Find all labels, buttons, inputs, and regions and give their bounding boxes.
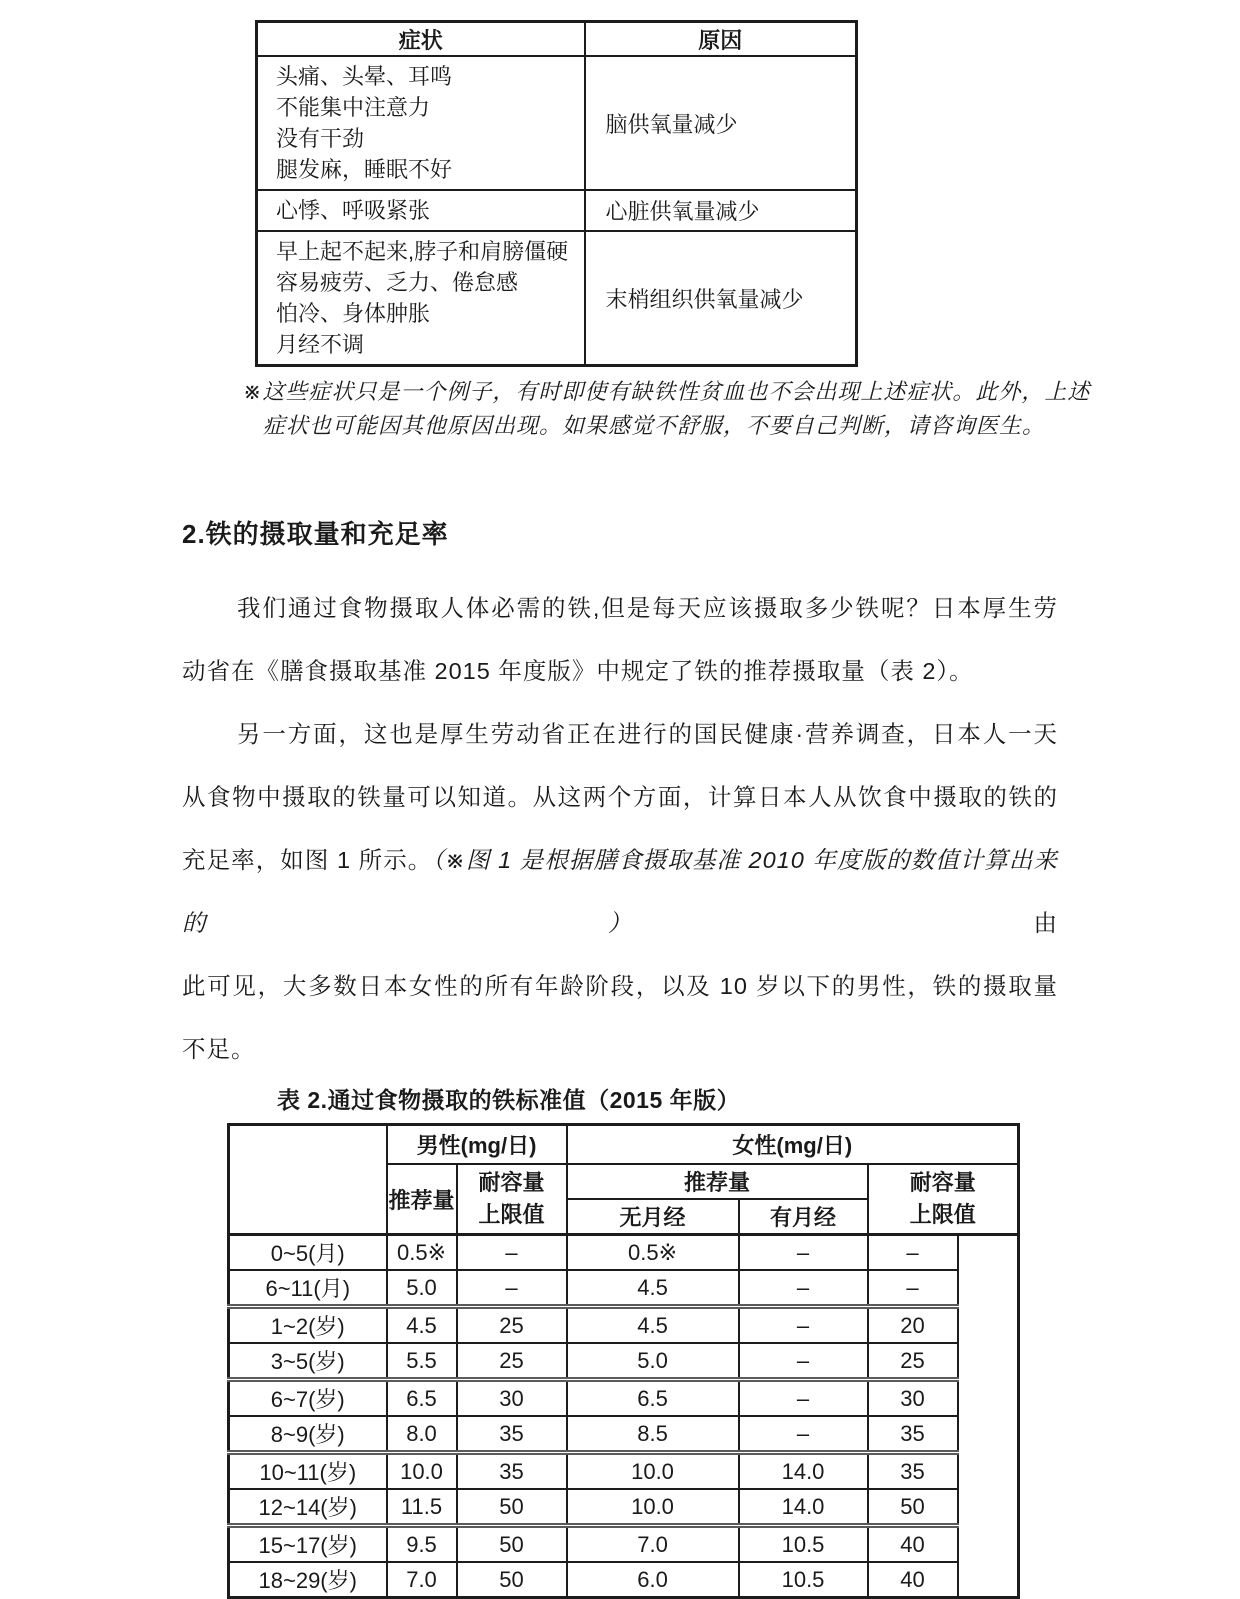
- age-cell: 8~9(岁): [229, 1416, 387, 1453]
- paragraph-line: [182, 766, 1058, 829]
- value-cell: 5.5: [387, 1343, 457, 1380]
- symptom-line: 不能集中注意力: [276, 95, 431, 120]
- male-tolerable-upper-limit-header: [457, 1164, 567, 1235]
- footnote-line: ※这些症状只是一个例子，有时即使有缺铁性贫血也不会出现上述症状。此外，上述: [243, 379, 1091, 404]
- value-cell: –: [739, 1416, 868, 1453]
- symptoms-cell: [257, 56, 585, 190]
- value-cell: 4.5: [567, 1270, 739, 1307]
- text-segment: 动省在《膳食摄取基准 2015 年度版》中规定了铁的推荐摄取量（表 2）。: [182, 658, 974, 684]
- female-recommended-header: 推荐量: [567, 1164, 868, 1199]
- value-cell: 5.0: [567, 1343, 739, 1380]
- value-cell: 25: [457, 1343, 567, 1380]
- intake-row: [229, 1526, 1019, 1563]
- symptom-line: 没有干劲: [276, 126, 365, 151]
- male-recommended-header: 推荐量: [387, 1164, 457, 1235]
- value-cell: 14.0: [739, 1453, 868, 1490]
- intake-row: [229, 1270, 1019, 1307]
- italic-text-segment: （※图 1 是根据膳食摄取基准 2010 年度版的数值计算出来的）: [182, 847, 1058, 936]
- document-page: [0, 20, 1240, 1593]
- value-cell: 6.5: [387, 1380, 457, 1417]
- female-tolerable-upper-limit-header: [868, 1164, 1019, 1235]
- intake-row: [229, 1307, 1019, 1344]
- female-column-header: 女性(mg/日): [567, 1125, 1019, 1165]
- value-cell: –: [868, 1235, 958, 1271]
- symptom-line: 腿发麻，睡眠不好: [276, 157, 453, 182]
- paragraph-line: [182, 703, 1058, 766]
- intake-row: [229, 1380, 1019, 1417]
- value-cell: –: [868, 1270, 958, 1307]
- paragraph-line: [182, 955, 1058, 1018]
- symptoms-cell: [257, 190, 585, 231]
- text-segment: 此可见，大多数日本女性的所有年龄阶段，以及 10 岁以下的男性，铁的摄取量: [182, 973, 1058, 999]
- value-cell: 7.0: [567, 1526, 739, 1563]
- age-cell: 6~7(岁): [229, 1380, 387, 1417]
- value-cell: –: [739, 1270, 868, 1307]
- intake-row: [229, 1235, 1019, 1271]
- value-cell: 8.0: [387, 1416, 457, 1453]
- tolerable-line1: 耐容量: [478, 1170, 545, 1195]
- paragraph-line: [182, 829, 1058, 955]
- table2-caption: 表 2.通过食物摄取的铁标准值（2015 年版）: [277, 1087, 741, 1113]
- value-cell: 14.0: [739, 1489, 868, 1526]
- value-cell: 30: [457, 1380, 567, 1417]
- symptom-line: 心悸、呼吸紧张: [276, 198, 431, 223]
- footnote-line: 症状也可能因其他原因出现。如果感觉不舒服，不要自己判断，请咨询医生。: [263, 413, 1046, 438]
- value-cell: 50: [457, 1562, 567, 1598]
- age-cell: 12~14(岁): [229, 1489, 387, 1526]
- corner-empty-cell: [229, 1125, 387, 1235]
- symptoms-cell: [257, 231, 585, 366]
- value-cell: 10.5: [739, 1562, 868, 1598]
- male-column-header: 男性(mg/日): [387, 1125, 567, 1165]
- value-cell: 4.5: [387, 1307, 457, 1344]
- paragraph-line: [182, 1018, 1058, 1081]
- value-cell: 10.0: [567, 1453, 739, 1490]
- value-cell: 10.5: [739, 1526, 868, 1563]
- table1-footnote: [243, 375, 1240, 443]
- symptom-row: [257, 56, 857, 190]
- age-cell: 10~11(岁): [229, 1453, 387, 1490]
- iron-intake-table: [227, 1123, 1020, 1599]
- age-cell: 18~29(岁): [229, 1562, 387, 1598]
- text-segment: 另一方面，这也是厚生劳动省正在进行的国民健康·营养调查，日本人一天: [237, 721, 1058, 747]
- value-cell: 40: [868, 1562, 958, 1598]
- symptom-row: [257, 190, 857, 231]
- value-cell: 30: [868, 1380, 958, 1417]
- value-cell: 50: [457, 1489, 567, 1526]
- value-cell: 10.0: [387, 1453, 457, 1490]
- cause-cell: 末梢组织供氧量减少: [585, 231, 857, 366]
- value-cell: –: [739, 1343, 868, 1380]
- value-cell: 50: [457, 1526, 567, 1563]
- text-segment: 不足。: [182, 1036, 256, 1062]
- table1-header-row: [257, 22, 857, 57]
- value-cell: 10.0: [567, 1489, 739, 1526]
- text-segment: 我们通过食物摄取人体必需的铁,但是每天应该摄取多少铁呢？日本厚生劳: [237, 595, 1058, 621]
- value-cell: 25: [868, 1343, 958, 1380]
- value-cell: –: [457, 1270, 567, 1307]
- section-heading: 2.铁的摄取量和充足率: [182, 519, 449, 549]
- text-segment: 从食物中摄取的铁量可以知道。从这两个方面，计算日本人从饮食中摄取的铁的: [182, 784, 1058, 810]
- cause-cell: 脑供氧量减少: [585, 56, 857, 190]
- value-cell: 7.0: [387, 1562, 457, 1598]
- intake-row: [229, 1453, 1019, 1490]
- empty-column-cell: [958, 1235, 1019, 1598]
- no-menses-header: 无月经: [567, 1199, 739, 1235]
- value-cell: 0.5※: [567, 1235, 739, 1271]
- menses-header: 有月经: [739, 1199, 868, 1235]
- value-cell: 35: [868, 1453, 958, 1490]
- paragraph-line: [182, 577, 1058, 640]
- symptom-line: 早上起不起来,脖子和肩膀僵硬: [276, 239, 569, 264]
- value-cell: 4.5: [567, 1307, 739, 1344]
- cause-column-header: 原因: [585, 22, 857, 57]
- cause-cell: 心脏供氧量减少: [585, 190, 857, 231]
- table2-header-row-1: [229, 1125, 1019, 1165]
- body-paragraphs: [182, 577, 1058, 1081]
- age-cell: 1~2(岁): [229, 1307, 387, 1344]
- text-segment: 充足率，如图 1 所示。: [182, 847, 433, 873]
- symptom-line: 月经不调: [276, 332, 365, 357]
- value-cell: 11.5: [387, 1489, 457, 1526]
- value-cell: –: [457, 1235, 567, 1271]
- value-cell: 6.5: [567, 1380, 739, 1417]
- value-cell: –: [739, 1380, 868, 1417]
- value-cell: 8.5: [567, 1416, 739, 1453]
- intake-row: [229, 1489, 1019, 1526]
- value-cell: 6.0: [567, 1562, 739, 1598]
- symptoms-causes-table: [255, 20, 858, 367]
- value-cell: 35: [457, 1416, 567, 1453]
- tolerable-line2: 上限值: [478, 1202, 545, 1227]
- symptom-line: 头痛、头晕、耳鸣: [276, 64, 453, 89]
- value-cell: 9.5: [387, 1526, 457, 1563]
- value-cell: 20: [868, 1307, 958, 1344]
- age-cell: 6~11(月): [229, 1270, 387, 1307]
- value-cell: 0.5※: [387, 1235, 457, 1271]
- paragraph-line: [182, 640, 1058, 703]
- text-segment: 由: [1033, 910, 1058, 936]
- intake-row: [229, 1562, 1019, 1598]
- intake-row: [229, 1343, 1019, 1380]
- value-cell: 35: [868, 1416, 958, 1453]
- value-cell: 35: [457, 1453, 567, 1490]
- tolerable-line2: 上限值: [909, 1202, 976, 1227]
- value-cell: 50: [868, 1489, 958, 1526]
- symptom-line: 怕冷、身体肿胀: [276, 301, 431, 326]
- symptom-row: [257, 231, 857, 366]
- intake-row: [229, 1416, 1019, 1453]
- age-cell: 3~5(岁): [229, 1343, 387, 1380]
- age-cell: 15~17(岁): [229, 1526, 387, 1563]
- value-cell: 40: [868, 1526, 958, 1563]
- value-cell: 25: [457, 1307, 567, 1344]
- tolerable-line1: 耐容量: [909, 1170, 976, 1195]
- symptom-line: 容易疲劳、乏力、倦怠感: [276, 270, 519, 295]
- age-cell: 0~5(月): [229, 1235, 387, 1271]
- value-cell: 5.0: [387, 1270, 457, 1307]
- value-cell: –: [739, 1235, 868, 1271]
- value-cell: –: [739, 1307, 868, 1344]
- symptoms-column-header: 症状: [257, 22, 585, 57]
